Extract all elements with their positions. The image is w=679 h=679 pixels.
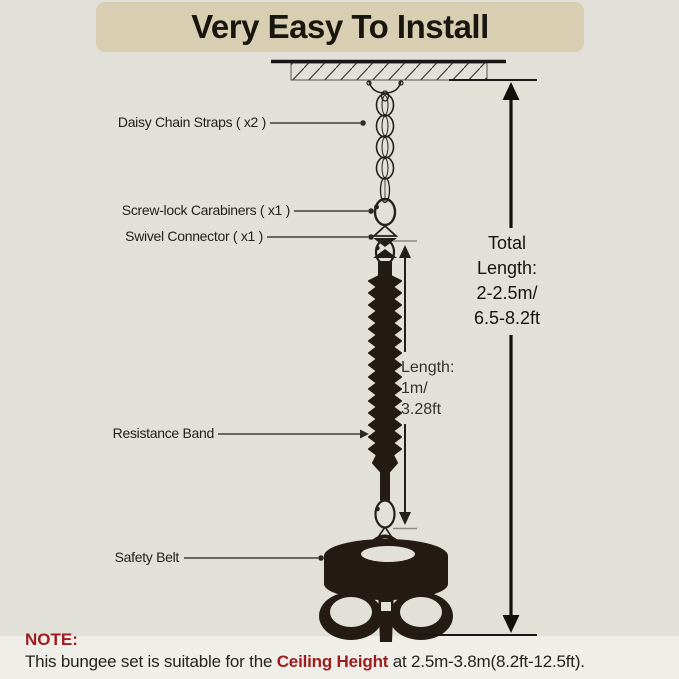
ceiling-mount-icon [367, 81, 403, 101]
total-length-line: 6.5-8.2ft [473, 308, 541, 328]
note-body-suffix: at 2.5m-3.8m(8.2ft-12.5ft). [388, 652, 585, 671]
daisy-chain-graphic [377, 94, 394, 203]
band-length-line: 1m/ [401, 380, 428, 397]
band-length-text [401, 357, 471, 420]
page-title: Very Easy To Install [191, 8, 489, 45]
safety-belt-graphic [319, 537, 453, 643]
band-length-line: 3.28ft [401, 401, 442, 418]
label-screw-lock-carabiners: Screw-lock Carabiners ( x1 ) [121, 202, 290, 218]
note-heading: NOTE: [25, 630, 78, 649]
note-body [25, 652, 585, 672]
label-resistance-band: Resistance Band [112, 425, 214, 441]
note-body-prefix: This bungee set is suitable for the [25, 652, 277, 671]
resistance-band-graphic [369, 262, 401, 500]
total-length-line: Total [487, 233, 527, 253]
band-length-line: Length: [401, 359, 455, 376]
label-safety-belt: Safety Belt [114, 549, 179, 565]
label-daisy-chain-straps: Daisy Chain Straps ( x2 ) [117, 114, 266, 130]
label-swivel-connector: Swivel Connector ( x1 ) [125, 228, 263, 244]
total-length-text [452, 231, 562, 331]
leader-lines [184, 120, 374, 561]
total-length-line: Length: [476, 258, 538, 278]
note-highlight-ceiling-height: Ceiling Height [276, 652, 389, 671]
ceiling-graphic [271, 62, 537, 81]
total-length-line: 2-2.5m/ [476, 283, 538, 303]
